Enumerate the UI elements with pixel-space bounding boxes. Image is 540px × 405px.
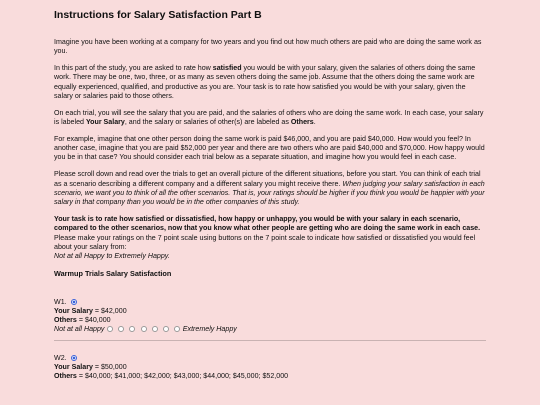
rating-option-6[interactable] — [163, 326, 169, 332]
others-label: Others — [54, 371, 77, 380]
rating-option-2[interactable] — [118, 326, 124, 332]
trial-marker-radio[interactable] — [71, 299, 77, 305]
trial-id: W2. — [54, 353, 67, 362]
rating-option-5[interactable] — [152, 326, 158, 332]
warmup-heading: Warmup Trials Salary Satisfaction — [54, 268, 172, 278]
trial-format-paragraph: On each trial, you will see the salary that you are paid, and the salaries of others who are doing the same work. In each case, your salary is labeled Your Salary, and the salary or salaries of other(s) are labeled as Others. — [54, 108, 484, 127]
your-salary-value: = $42,000 — [92, 306, 127, 315]
rating-scale — [54, 325, 486, 334]
rating-instructions-paragraph: Your task is to rate how satisfied or dissatisfied, how happy or unhappy, you would be with your salary in each scenario, compared to the other scenarios, now that you know what other people are getting who are doing the same work in each case. Please make your ratings on the 7 point scale using buttons on the 7 point scale to indicate how satisfied or dissatisfied you would feel about your salary from: Not at all Happy to Extremely Happy. — [54, 214, 481, 261]
trial-marker-radio[interactable] — [71, 355, 77, 361]
rating-option-4[interactable] — [141, 326, 147, 332]
others-label: Others — [54, 315, 77, 324]
trial-divider — [54, 340, 486, 341]
trial-w1 — [54, 298, 486, 334]
scroll-instructions-paragraph: Please scroll down and read over the trials to get an overall picture of the different situations, before you start. You can think of each trial as a scenario describing a different company and a different salary you might receive there. When judging your salary satisfaction in each scenario, we want you to think of all the other scenarios. That is, your ratings should be higher if you think you would be happier with your salary in that company than you would be in the other companies of this study. — [54, 170, 485, 207]
rating-option-7[interactable] — [174, 326, 180, 332]
rating-option-3[interactable] — [129, 326, 135, 332]
task-paragraph: In this part of the study, you are asked to rate how satisfied you would be with your salary, given the salaries of others doing the same work. There may be one, two, three, or as many as seven others doing the same job. Assume that the others doing the same work are equally experienced, qualified, and productive as you are. Your task is to rate how satisfied you would be with your salary, given the salary or salaries paid to those others. — [54, 64, 476, 100]
others-value: = $40,000; $41,000; $42,000; $43,000; $44,000; $45,000; $52,000 — [76, 371, 289, 380]
rating-option-1[interactable] — [107, 326, 113, 332]
others-value: = $40,000 — [76, 315, 111, 324]
your-salary-label: Your Salary — [54, 362, 93, 371]
trial-w2 — [54, 354, 486, 381]
page-title: Instructions for Salary Satisfaction Part B — [54, 9, 262, 21]
your-salary-value: = $50,000 — [92, 362, 127, 371]
your-salary-label: Your Salary — [54, 306, 93, 315]
trial-id: W1. — [54, 297, 67, 306]
scale-low-label: Not at all Happy — [54, 324, 105, 333]
example-paragraph: For example, imagine that one other person doing the same work is paid $46,000, and you are paid $40,000. How would you feel? In another case, imagine that you are paid $52,000 per year and there are two others who are paid $40,000 and $70,000. How happy would you be in that case? You should consider each trial below as a separate situation, and imagine how you would feel in each case. — [54, 134, 485, 162]
intro-paragraph: Imagine you have been working at a company for two years and you find out how much others are paid who are doing the same work as you. — [54, 38, 482, 56]
scale-high-label: Extremely Happy — [182, 324, 237, 333]
